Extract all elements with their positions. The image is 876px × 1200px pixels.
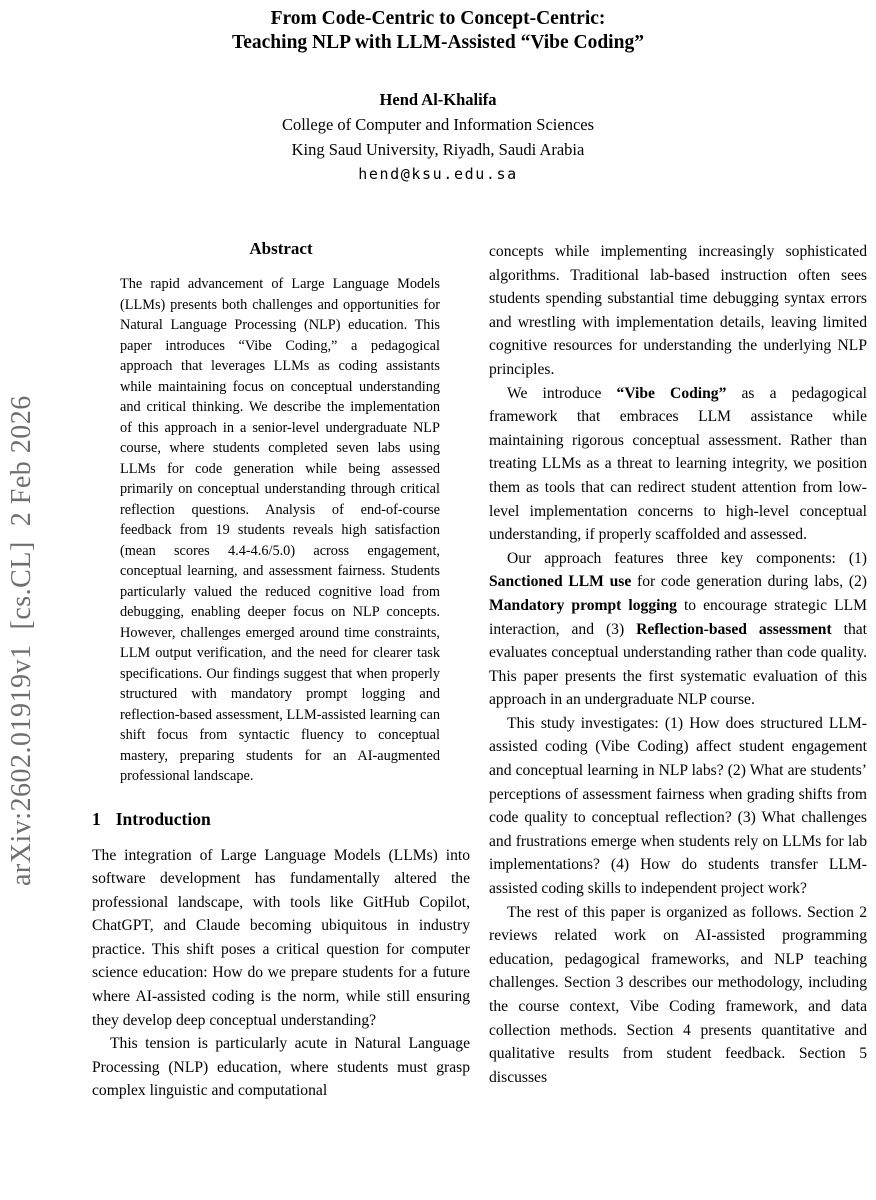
abstract-text: The rapid advancement of Large Language Models (LLMs) presents both challenges and opportunities for Natural Language Processing (NLP) education. This paper introduces “Vibe Coding,” a pedagogical approach that leverages LLMs as coding assistants while maintaining focus on conceptual understanding and critical thinking. We describe the implementation of this approach in a senior-level undergraduate NLP course, where students completed seven labs using LLMs for code generation while being assessed primarily on conceptual understanding through critical reflection questions. Analysis of end-of-course feedback from 19 students reveals high satisfaction (mean scores 4.4-4.6/5.0) across engagement, conceptual learning, and assessment fairness. Students particularly valued the reduced cognitive load from debugging, enabling deeper focus on NLP concepts. However, challenges emerged around time constraints, LLM output verification, and the need for clearer task specifications. Our findings suggest that when properly structured with mandatory prompt logging and reflection-based assessment, LLM-assisted learning can shift focus from syntactic fluency to conceptual mastery, preparing students for an AI-augmented professional landscape. — [120, 276, 440, 784]
paragraph — [489, 547, 867, 712]
paragraph: This tension is particularly acute in Natural Language Processing (NLP) education, where students must grasp complex linguistic and computational — [92, 1035, 470, 1100]
affiliation-line-2: King Saud University, Riyadh, Saudi Arabia — [291, 140, 585, 159]
column-left — [92, 239, 470, 1103]
abstract-heading: Abstract — [249, 239, 313, 258]
affiliation-line-1: College of Computer and Information Sciences — [281, 115, 595, 134]
paragraph — [489, 382, 867, 547]
text-segment: Our approach features three key components: (1) — [507, 549, 867, 567]
paper-title — [0, 7, 876, 55]
text-segment: We introduce — [507, 384, 617, 402]
author-block — [0, 87, 876, 187]
bold-text-mandatory-prompt-logging: Mandatory prompt logging — [489, 596, 677, 614]
bold-text-vibe-coding: “Vibe Coding” — [616, 384, 727, 402]
text-segment: to encourage strategic LLM interaction, and (3) — [489, 596, 867, 638]
title-line-1: From Code-Centric to Concept-Centric: — [270, 8, 606, 29]
paper-header — [0, 0, 876, 187]
text-segment: that evaluates conceptual understanding rather than code quality. This paper presents the first systematic evaluation of this approach in an undergraduate NLP course. — [489, 620, 867, 709]
section-number: 1 — [92, 808, 101, 829]
column-right — [489, 240, 867, 1089]
title-line-2: Teaching NLP with LLM-Assisted “Vibe Coding” — [232, 32, 644, 53]
author-email: hend@ksu.edu.sa — [358, 165, 518, 183]
paragraph: The integration of Large Language Models (LLMs) into software development has fundamentally altered the professional landscape, with tools like GitHub Copilot, ChatGPT, and Claude becoming ubiquitous in industry practice. This shift poses a critical question for computer science education: How do we prepare students for a future where AI-assisted coding is the norm, while still ensuring they develop deep conceptual understanding? — [92, 846, 470, 1029]
bold-text-sanctioned-llm-use: Sanctioned LLM use — [489, 573, 632, 591]
text-segment: for code generation during labs, (2) — [631, 573, 867, 591]
paragraph: concepts while implementing increasingly sophisticated algorithms. Traditional lab-based instruction often sees students spending substantial time debugging syntax errors and wrestling with implementation details, leaving limited cognitive resources for understanding the underlying NLP principles. — [489, 243, 867, 378]
paragraph: The rest of this paper is organized as follows. Section 2 reviews related work on AI-assisted programming education, pedagogical frameworks, and NLP teaching challenges. Section 3 describes our methodology, including the course context, Vibe Coding framework, and data collection methods. Section 4 presents quantitative and qualitative results from student feedback. Section 5 discusses — [489, 903, 867, 1086]
section-title: Introduction — [115, 808, 211, 829]
author-name: Hend Al-Khalifa — [379, 90, 497, 109]
section-heading-introduction — [92, 809, 470, 830]
bold-text-reflection-based-assessment: Reflection-based assessment — [636, 620, 832, 638]
text-segment: as a pedagogical framework that embraces LLM assistance while maintaining rigorous conceptual assessment. Rather than treating LLMs as a threat to learning integrity, we position them as tools that can redirect student attention from low-level implementation concerns to high-level conceptual understanding, if properly scaffolded and assessed. — [489, 384, 867, 544]
paragraph: This study investigates: (1) How does structured LLM-assisted coding (Vibe Coding) affect student engagement and conceptual learning in NLP labs? (2) What are students’ perceptions of assessment fairness when grading shifts from code quality to conceptual reflection? (3) What challenges and frustrations emerge when students rely on LLMs for lab implementations? (4) How do students transfer LLM-assisted coding skills to independent project work? — [489, 714, 867, 898]
arxiv-watermark: arXiv:2602.01919v1 [cs.CL] 2 Feb 2026 — [6, 395, 37, 886]
